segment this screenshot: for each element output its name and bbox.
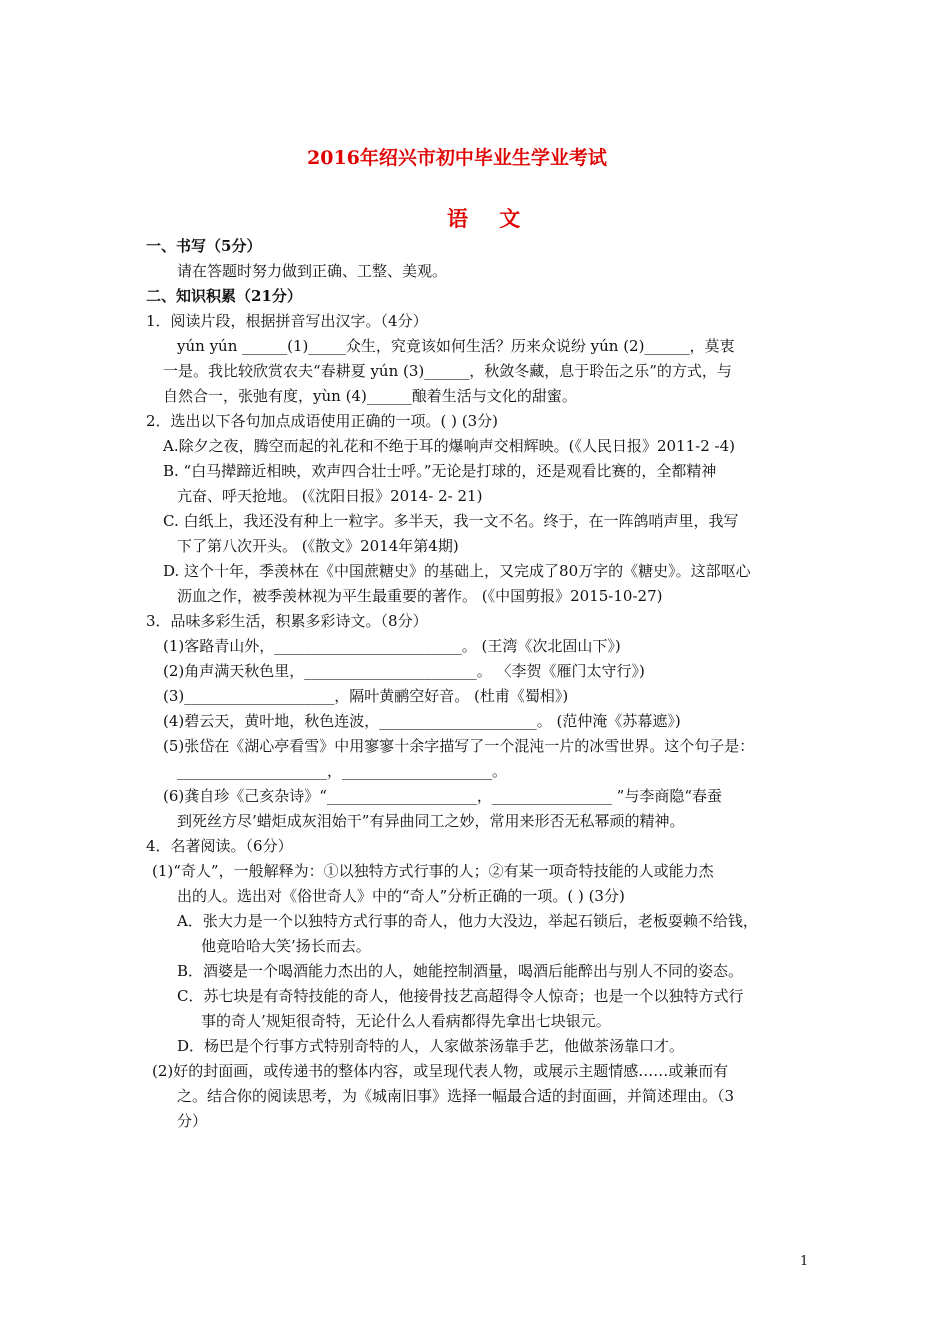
q2-option-c: C. 白纸上，我还没有种上一粒字。多半天，我一文不名。终于，在一阵鸽哨声里，我写 bbox=[163, 512, 739, 530]
q4-stem: 4．名著阅读。（6分） bbox=[146, 837, 293, 855]
q1-line: 一是。我比较欣赏农夫“春耕夏 yún (3)______，秋敛冬藏，息于聆缶之乐”的方式，与 bbox=[163, 362, 732, 380]
page-number: 1 bbox=[800, 1254, 809, 1269]
q3-item-1: (1)客路青山外，_________________________。 (王湾《次北固山下》) bbox=[163, 637, 621, 655]
q3-item-5-blanks: ____________________，____________________。 bbox=[177, 762, 508, 780]
q3-item-3: (3)____________________，隔叶黄鹂空好音。 (杜甫《蜀相》) bbox=[163, 687, 569, 705]
q3-item-6: (6)龚自珍《己亥杂诗》“____________________，________________ ”与李商隐“春蚕 bbox=[163, 787, 723, 805]
q2-option-b-cont: 亢奋、呼天抢地。 (《沈阳日报》2014- 2- 21) bbox=[177, 487, 483, 505]
q2-option-d-cont: 沥血之作，被季羡林视为平生最重要的著作。 (《中国剪报》2015-10-27) bbox=[177, 587, 663, 605]
section-body-writing: 请在答题时努力做到正确、工整、美观。 bbox=[177, 262, 448, 280]
q1-stem: 1．阅读片段，根据拼音写出汉字。（4分） bbox=[146, 312, 428, 330]
q1-line: 自然合一，张弛有度，yùn (4)______酿着生活与文化的甜蜜。 bbox=[163, 387, 577, 405]
q3-item-6-cont: 到死丝方尽’蜡炬成灰泪始干”有异曲同工之妙，常用来形否无私幂顽的精神。 bbox=[177, 812, 685, 830]
q4-option-a-cont: 他竟哈哈大笑’扬长而去。 bbox=[201, 937, 371, 955]
q4-option-c-cont: 事的奇人’规矩很奇特，无论什么人看病都得先拿出七块银元。 bbox=[201, 1012, 611, 1030]
section-heading-knowledge: 二、知识积累（21分） bbox=[146, 287, 302, 305]
q4-part1: (1)“奇人”，一般解释为：①以独特方式行事的人；②有某一项奇特技能的人或能力杰 bbox=[152, 862, 714, 880]
q3-stem: 3．品味多彩生活，积累多彩诗文。（8分） bbox=[146, 612, 428, 630]
q3-item-4: (4)碧云天，黄叶地，秋色连波，_____________________。 (范仲淹《苏幕遮》) bbox=[163, 712, 681, 730]
q4-part1-cont: 出的人。选出对《俗世奇人》中的“奇人”分析正确的一项。( ) (3分) bbox=[177, 887, 625, 905]
q4-part2-cont: 之。结合你的阅读思考，为《城南旧事》选择一幅最合适的封面画，并简述理由。（3 bbox=[177, 1087, 735, 1105]
q3-item-2: (2)角声满天秋色里，_______________________。 〈李贺《雁门太守行》) bbox=[163, 662, 645, 680]
q2-option-d: D. 这个十年，季羡林在《中国蔗糖史》的基础上，又完成了80万字的《糖史》。这部呕心 bbox=[163, 562, 751, 580]
q1-line: yún yún ______(1)_____众生，究竟该如何生活？历来众说纷 yún (2)______，莫衷 bbox=[177, 337, 735, 355]
q2-option-b: B. “白马撵蹄近相映，欢声四合壮士呼。”无论是打球的，还是观看比赛的，全都精神 bbox=[163, 462, 717, 480]
q4-option-c: C．苏七块是有奇特技能的奇人，他接骨技艺高超得令人惊奇；也是一个以独特方式行 bbox=[177, 987, 744, 1005]
q2-stem: 2．选出以下各句加点成语使用正确的一项。( ) (3分) bbox=[146, 412, 499, 430]
q3-item-5: (5)张岱在《湖心亭看雪》中用寥寥十余字描写了一个混沌一片的冰雪世界。这个句子是： bbox=[163, 737, 755, 755]
q4-option-a: A．张大力是一个以独特方式行事的奇人，他力大没边，举起石锁后，老板耍赖不给钱， bbox=[177, 912, 758, 930]
q4-option-b: B．酒婆是一个喝酒能力杰出的人，她能控制酒量，喝酒后能醉出与别人不同的姿态。 bbox=[177, 962, 744, 980]
q4-option-d: D．杨巴是个行事方式特别奇特的人，人家做茶汤靠手艺，他做茶汤靠口才。 bbox=[177, 1037, 685, 1055]
q2-option-a: A.除夕之夜，腾空而起的礼花和不绝于耳的爆响声交相辉映。(《人民日报》2011-2 -4) bbox=[163, 437, 735, 455]
section-heading-writing: 一、书写（5分） bbox=[146, 237, 262, 255]
q2-option-c-cont: 下了第八次开头。 (《散文》2014年第4期) bbox=[177, 537, 459, 555]
exam-title: 2016年绍兴市初中毕业生学业考试 bbox=[307, 147, 607, 169]
subject-title: 语 文 bbox=[447, 206, 533, 231]
q4-part2: (2)好的封面画，或传递书的整体内容，或呈现代表人物，或展示主题情感……或兼而有 bbox=[152, 1062, 729, 1080]
q4-part2-cont: 分） bbox=[177, 1112, 208, 1130]
